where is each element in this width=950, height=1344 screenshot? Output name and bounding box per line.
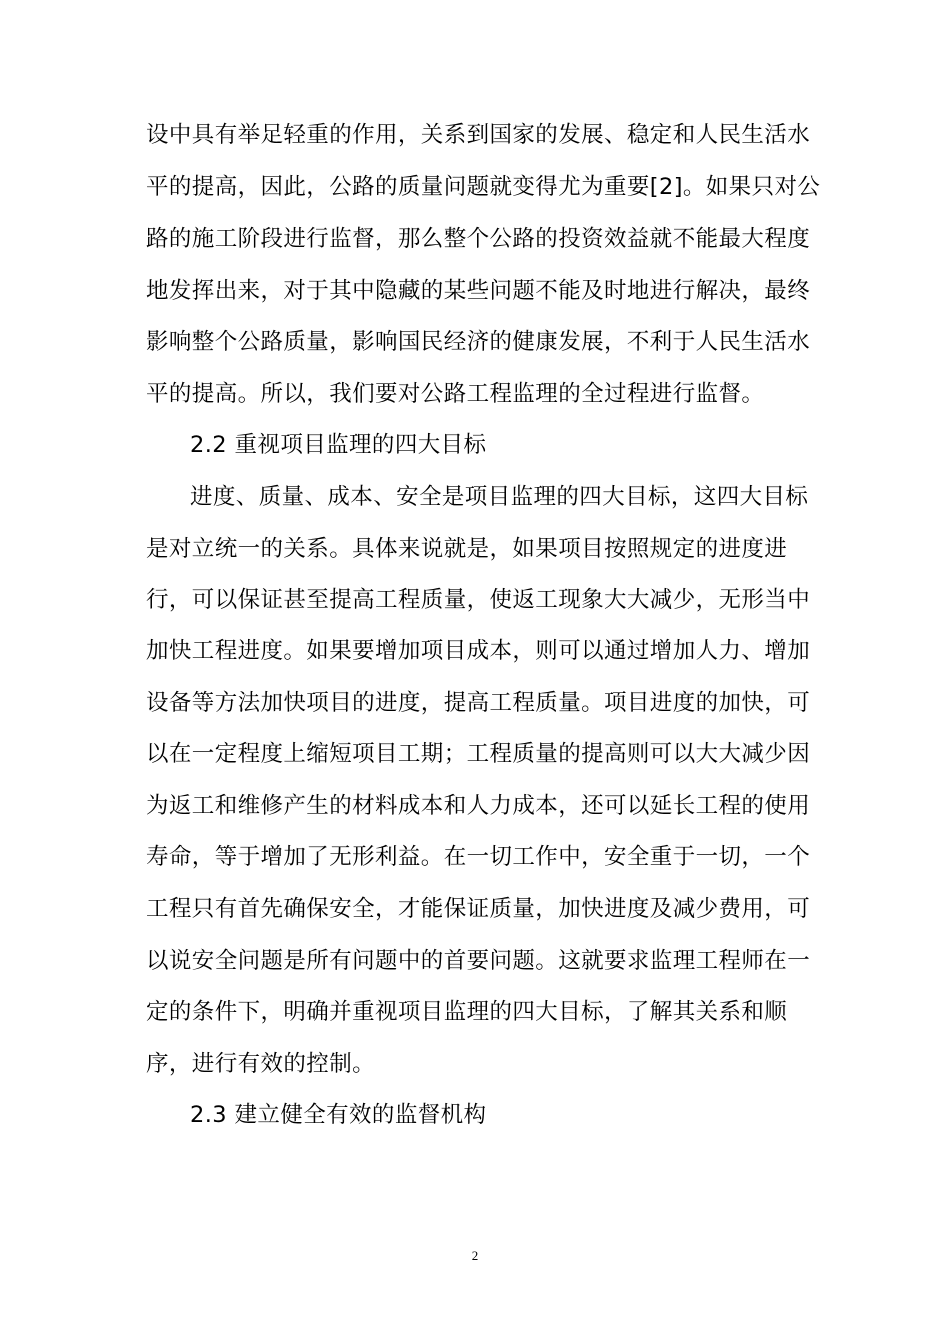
- body-text-line: 为返工和维修产生的材料成本和人力成本，还可以延长工程的使用: [146, 793, 811, 819]
- body-text-line: 行，可以保证甚至提高工程质量，使返工现象大大减少，无形当中: [146, 587, 811, 613]
- body-text-line: 序，进行有效的控制。: [146, 1051, 376, 1077]
- body-text-line: 进度、质量、成本、安全是项目监理的四大目标，这四大目标: [190, 484, 809, 510]
- body-text-line: 路的施工阶段进行监督，那么整个公路的投资效益就不能最大程度: [146, 226, 811, 252]
- body-text-line: 以说安全问题是所有问题中的首要问题。这就要求监理工程师在一: [146, 948, 811, 974]
- body-text-line: 寿命，等于增加了无形利益。在一切工作中，安全重于一切，一个: [146, 844, 811, 870]
- body-text-line: 平的提高。所以，我们要对公路工程监理的全过程进行监督。: [146, 381, 765, 407]
- body-text-line: 影响整个公路质量，影响国民经济的健康发展，不利于人民生活水: [146, 329, 811, 355]
- section-heading-2-3: 2.3 建立健全有效的监督机构: [190, 1102, 487, 1128]
- section-heading-2-2: 2.2 重视项目监理的四大目标: [190, 432, 487, 458]
- body-text-line: 定的条件下，明确并重视项目监理的四大目标，了解其关系和顺: [146, 999, 788, 1025]
- body-text-line: 工程只有首先确保安全，才能保证质量，加快进度及减少费用，可: [146, 896, 811, 922]
- body-text-line: 平的提高，因此，公路的质量问题就变得尤为重要[2]。如果只对公: [146, 174, 821, 200]
- body-text-line: 设备等方法加快项目的进度，提高工程质量。项目进度的加快，可: [146, 690, 811, 716]
- body-text-line: 地发挥出来，对于其中隐藏的某些问题不能及时地进行解决，最终: [146, 278, 811, 304]
- body-text-line: 设中具有举足轻重的作用，关系到国家的发展、稳定和人民生活水: [146, 122, 811, 148]
- page-number: 2: [471, 1248, 479, 1263]
- body-text-line: 加快工程进度。如果要增加项目成本，则可以通过增加人力、增加: [146, 638, 811, 664]
- body-text-line: 以在一定程度上缩短项目工期；工程质量的提高则可以大大减少因: [146, 741, 811, 767]
- body-text-line: 是对立统一的关系。具体来说就是，如果项目按照规定的进度进: [146, 536, 788, 562]
